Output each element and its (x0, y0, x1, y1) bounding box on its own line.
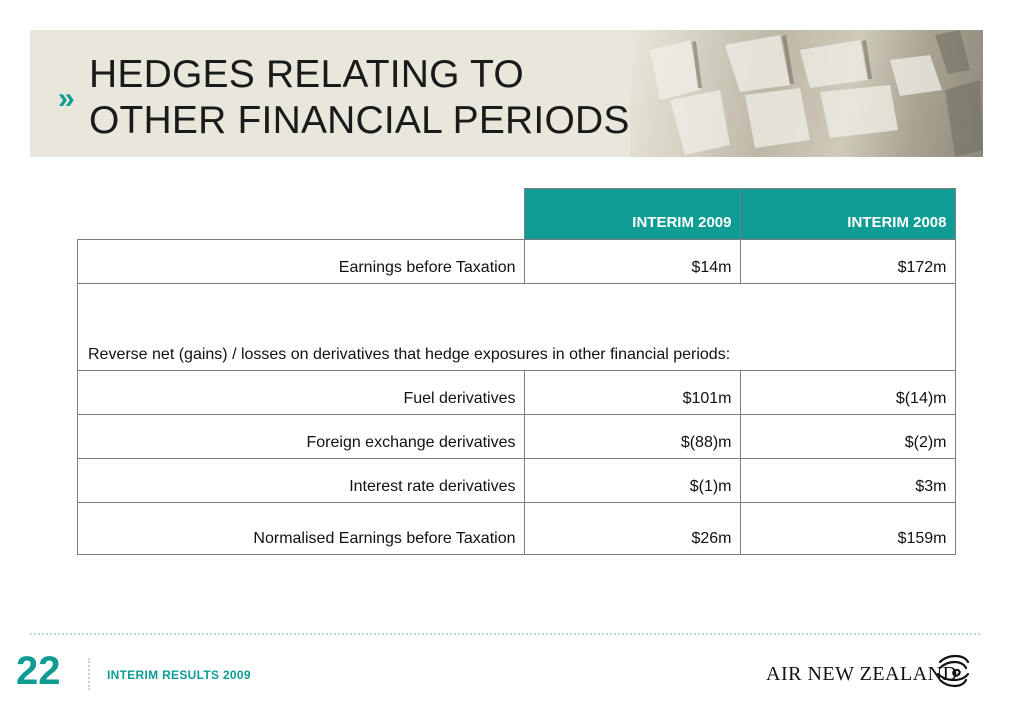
row-value-2009: $14m (524, 240, 740, 284)
table-row (78, 459, 956, 503)
row-value-2008: $159m (740, 503, 955, 555)
row-value-2009: $101m (524, 371, 740, 415)
row-value-2009: $26m (524, 503, 740, 555)
footer-divider (30, 633, 980, 635)
footer-separator (88, 658, 90, 690)
row-label: Fuel derivatives (78, 371, 525, 415)
title-line-2: OTHER FINANCIAL PERIODS (89, 99, 630, 142)
koru-logo-icon (934, 652, 974, 697)
page-title (89, 52, 630, 144)
header-interim-2009: INTERIM 2009 (524, 189, 740, 240)
row-label: Normalised Earnings before Taxation (78, 503, 525, 555)
row-value-2008: $(2)m (740, 415, 955, 459)
row-label: Earnings before Taxation (78, 240, 525, 284)
table-row (78, 371, 956, 415)
row-value-2009: $(88)m (524, 415, 740, 459)
table-row (78, 415, 956, 459)
row-value-2008: $172m (740, 240, 955, 284)
table-header-row (78, 189, 956, 240)
row-value-2009: $(1)m (524, 459, 740, 503)
footer-label: INTERIM RESULTS 2009 (107, 668, 251, 682)
table-row (78, 240, 956, 284)
signage-photo-icon (630, 30, 983, 157)
header-interim-2008: INTERIM 2008 (740, 189, 955, 240)
row-label: Foreign exchange derivatives (78, 415, 525, 459)
header-cell-blank (78, 189, 525, 240)
chevron-icon: » (58, 82, 75, 115)
brand-wordmark: AIR NEW ZEALAND (766, 663, 958, 685)
title-line-1: HEDGES RELATING TO (89, 53, 524, 96)
row-value-2008: $(14)m (740, 371, 955, 415)
hedges-table (77, 188, 956, 555)
table-note-row (78, 284, 956, 371)
row-label: Interest rate derivatives (78, 459, 525, 503)
page-number: 22 (16, 649, 61, 693)
table-total-row (78, 503, 956, 555)
row-value-2008: $3m (740, 459, 955, 503)
row-note: Reverse net (gains) / losses on derivatives that hedge exposures in other financial periods: (78, 284, 956, 371)
